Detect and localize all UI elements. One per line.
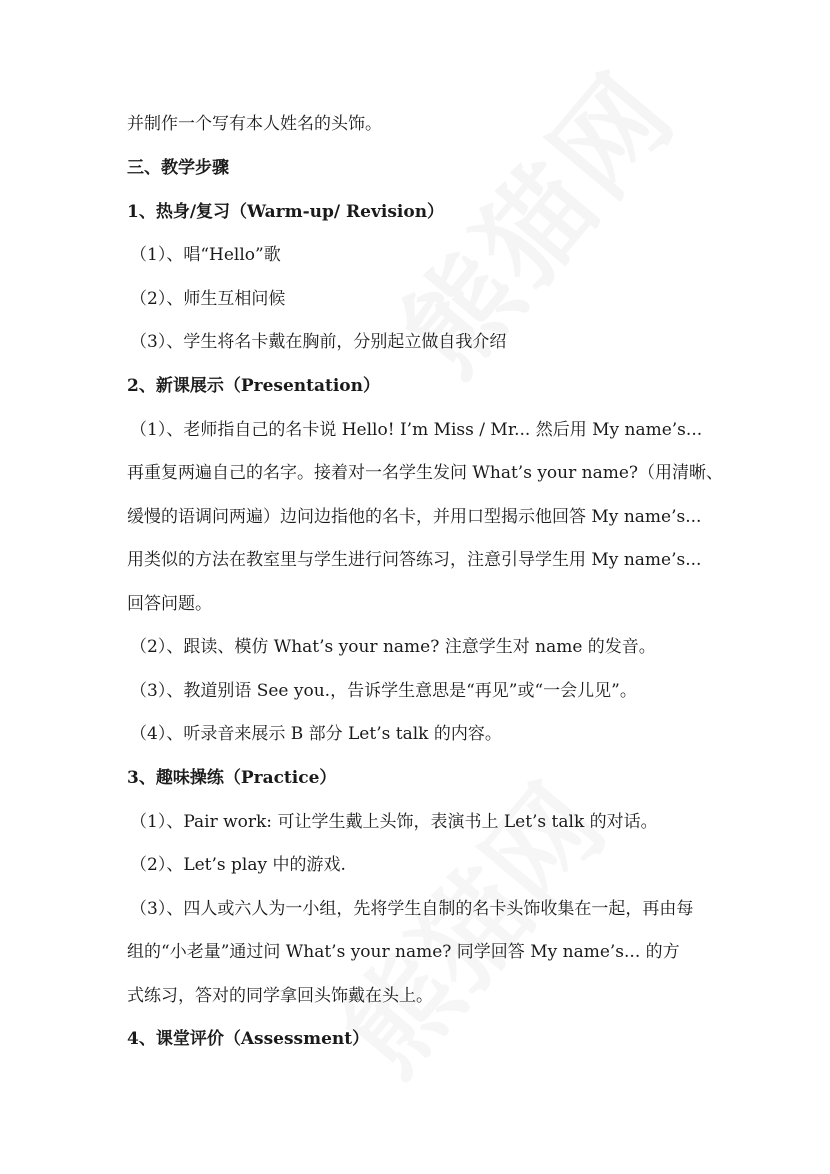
list-item: （2）、跟读、模仿 What’s your name? 注意学生对 name 的发音。 [130, 637, 656, 657]
text-line: 式练习，答对的同学拿回头饰戴在头上。 [127, 986, 433, 1006]
text-line: 回答问题。 [127, 594, 212, 614]
text-line: 再重复两遍自己的名字。接着对一名学生发问 What’s your name?（用清晰、 [127, 463, 724, 483]
text-line: 缓慢的语调问两遍）边问边指他的名卡，并用口型揭示他回答 My name’s... [127, 507, 702, 527]
subsection-heading: 4、课堂评价（Assessment） [127, 1029, 370, 1049]
section-heading: 三、教学步骤 [127, 158, 229, 178]
list-item: （3）、学生将名卡戴在胸前，分别起立做自我介绍 [130, 332, 507, 352]
list-item: （1）、Pair work: 可让学生戴上头饰，表演书上 Let’s talk 的对话。 [130, 812, 658, 832]
subsection-heading: 1、热身/复习（Warm-up/ Revision） [127, 202, 445, 222]
list-item: （2）、师生互相问候 [130, 289, 286, 309]
text-line: 并制作一个写有本人姓名的头饰。 [127, 114, 382, 134]
list-item: （1）、唱“Hello”歌 [130, 245, 281, 265]
subsection-heading: 2、新课展示（Presentation） [127, 376, 381, 396]
text-line: 组的“小老量”通过问 What’s your name? 同学回答 My name’s... 的方 [127, 942, 680, 962]
list-item: （3）、教道别语 See you.，告诉学生意思是“再见”或“一会儿见”。 [130, 681, 637, 701]
list-item: （2）、Let’s play 中的游戏. [130, 855, 346, 875]
list-item: （4）、听录音来展示 B 部分 Let’s talk 的内容。 [130, 724, 502, 744]
list-item: （3）、四人或六人为一小组，先将学生自制的名卡头饰收集在一起，再由每 [130, 899, 694, 919]
subsection-heading: 3、趣味操练（Practice） [127, 768, 337, 788]
list-item: （1）、老师指自己的名卡说 Hello! I’m Miss / Mr... 然后用 My name’s... [130, 420, 703, 440]
text-line: 用类似的方法在教室里与学生进行问答练习，注意引导学生用 My name’s... [127, 550, 702, 570]
